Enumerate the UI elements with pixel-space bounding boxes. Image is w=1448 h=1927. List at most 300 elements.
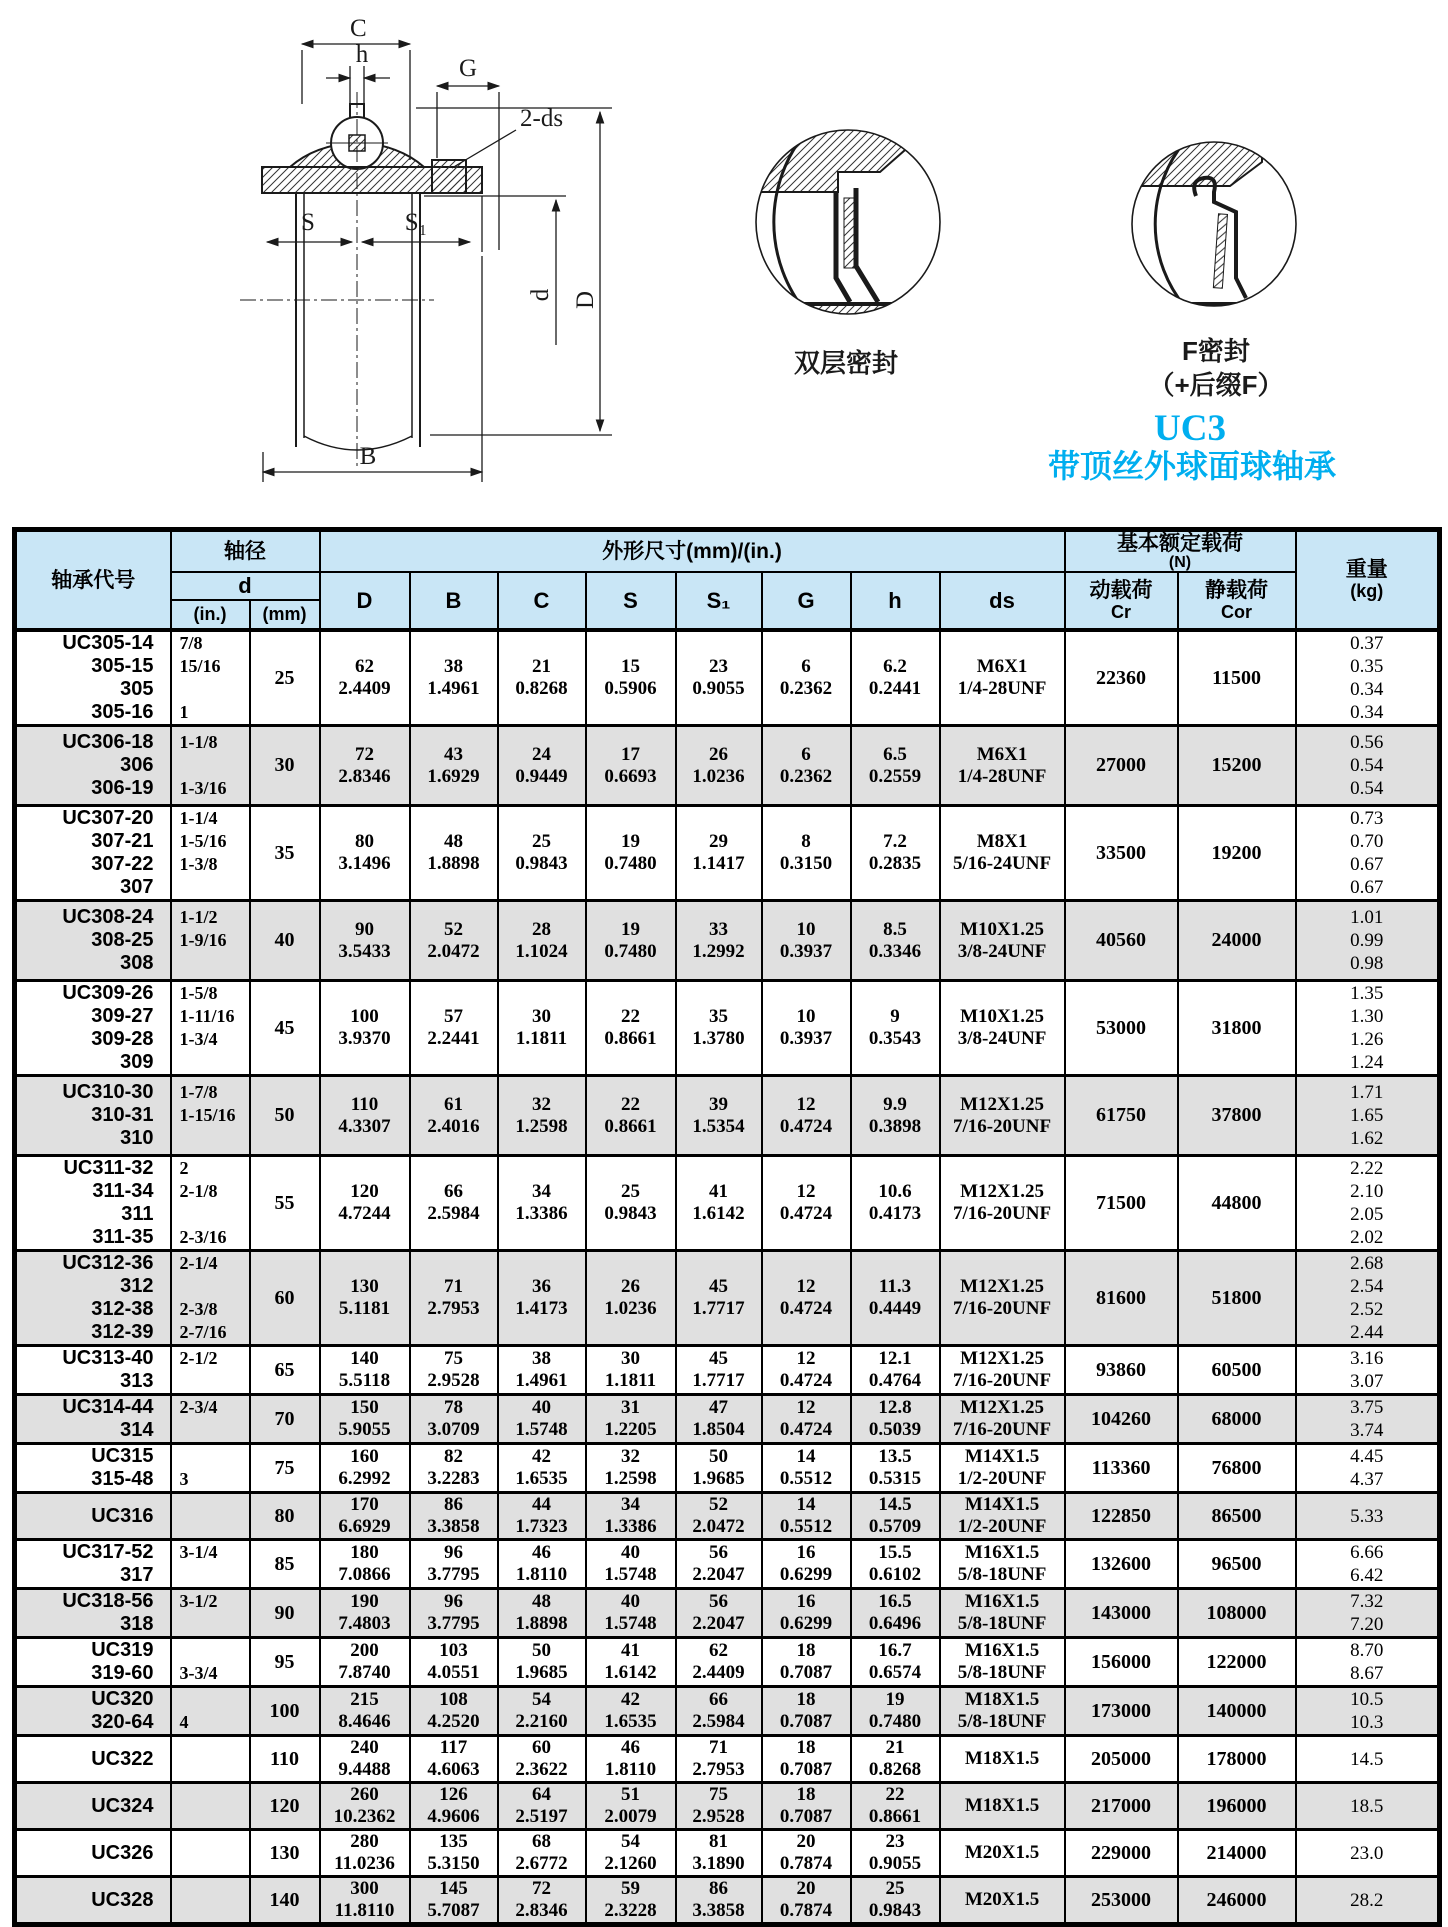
dynamic-load-cell bbox=[1065, 1830, 1178, 1877]
shaft-mm: 80 bbox=[274, 1504, 295, 1527]
weight-cell bbox=[1296, 1830, 1440, 1877]
dim-ds-value: 1/4-28UNF bbox=[957, 678, 1047, 699]
shaft-inch: 2-3/16 bbox=[179, 1227, 227, 1247]
static-load-value: 15200 bbox=[1211, 754, 1262, 776]
dynamic-load-cell bbox=[1065, 1783, 1178, 1830]
dim-G-value: 0.4724 bbox=[779, 1115, 833, 1137]
dim-B-value: 2.4016 bbox=[427, 1115, 480, 1137]
table-row bbox=[15, 1877, 1440, 1925]
dim-S-value: 51 bbox=[621, 1784, 640, 1805]
dim-ds-value: M20X1.5 bbox=[964, 1889, 1040, 1910]
dim-B-value: 103 bbox=[439, 1640, 468, 1661]
dim-ds-cell bbox=[940, 1877, 1065, 1925]
dim-G-value: 0.4724 bbox=[779, 1370, 833, 1391]
bearing-code: 309-27 bbox=[91, 1005, 154, 1027]
weight-value: 2.22 bbox=[1350, 1158, 1384, 1179]
shaft-inch bbox=[172, 1275, 249, 1298]
header-dim-B: B bbox=[410, 572, 498, 630]
set-screw bbox=[432, 160, 466, 193]
dim-G-value: 0.2362 bbox=[779, 678, 833, 699]
bearing-code: UC317-52 bbox=[62, 1541, 154, 1563]
dim-h-value: 0.4764 bbox=[868, 1370, 922, 1391]
dim-S1-cell bbox=[676, 1638, 762, 1687]
weight-value: 2.10 bbox=[1350, 1181, 1384, 1202]
dim-B-value: 43 bbox=[444, 743, 463, 765]
bearing-code: 308 bbox=[120, 952, 154, 974]
bearing-code-cell bbox=[15, 726, 171, 806]
dim-ds-value: 7/16-20UNF bbox=[952, 1370, 1052, 1391]
shaft-inch bbox=[172, 1051, 249, 1074]
dim-C-cell bbox=[498, 1877, 586, 1925]
shaft-inch: 1-3/8 bbox=[179, 854, 218, 874]
shaft-inch-cell bbox=[171, 901, 250, 981]
dim-G-value: 0.6299 bbox=[779, 1613, 833, 1634]
dim-S1-cell bbox=[676, 1783, 762, 1830]
dim-ds-value: M14X1.5 bbox=[964, 1494, 1040, 1515]
dim-D-value: 11.8110 bbox=[334, 1900, 395, 1921]
dim-C-value: 0.9843 bbox=[515, 853, 568, 874]
dynamic-load-value: 205000 bbox=[1091, 1747, 1152, 1770]
dim-C-value: 1.8110 bbox=[515, 1564, 568, 1585]
dim-h-cell bbox=[851, 1251, 940, 1346]
static-load-cell bbox=[1178, 1444, 1296, 1493]
shaft-inch bbox=[172, 1613, 249, 1636]
dim-S1-cell bbox=[676, 806, 762, 901]
dim-D-value: 200 bbox=[350, 1640, 379, 1661]
dim-ds-cell bbox=[940, 1346, 1065, 1395]
weight-cell bbox=[1296, 1638, 1440, 1687]
table-body bbox=[15, 630, 1440, 1925]
dynamic-load-cell bbox=[1065, 806, 1178, 901]
shaft-inch: 2-7/16 bbox=[179, 1322, 227, 1342]
header-dim-ds: ds bbox=[940, 572, 1065, 630]
bearing-code: 305-16 bbox=[91, 701, 154, 723]
header-shaft-diameter: 轴径 bbox=[171, 530, 320, 573]
dim-G-value: 14 bbox=[796, 1446, 816, 1467]
shaft-inch-cell bbox=[171, 981, 250, 1076]
table-row bbox=[15, 1076, 1440, 1156]
bearing-code-cell bbox=[15, 1589, 171, 1638]
dim-D-value: 160 bbox=[350, 1446, 379, 1467]
bearing-code: 305-15 bbox=[91, 655, 154, 677]
dim-B-value: 86 bbox=[444, 1494, 463, 1515]
static-load-cell bbox=[1178, 1783, 1296, 1830]
shaft-mm-cell bbox=[250, 1346, 320, 1395]
dim-C-value: 68 bbox=[532, 1831, 551, 1852]
weight-value: 0.34 bbox=[1350, 679, 1384, 700]
dim-D-cell bbox=[320, 981, 410, 1076]
dim-ds-cell bbox=[940, 1493, 1065, 1540]
weight-cell bbox=[1296, 1493, 1440, 1540]
weight-value: 1.65 bbox=[1350, 1105, 1384, 1126]
dim-h-cell bbox=[851, 1638, 940, 1687]
dim-D-value: 180 bbox=[350, 1542, 379, 1563]
dim-D-cell bbox=[320, 1687, 410, 1736]
dim-B-value: 66 bbox=[444, 1181, 463, 1202]
static-load-value: 122000 bbox=[1206, 1650, 1267, 1673]
header-dynamic-load bbox=[1065, 572, 1178, 630]
dim-label-2ds: 2-ds bbox=[520, 105, 564, 132]
dim-B-value: 1.6929 bbox=[427, 765, 480, 787]
bearing-code-cell bbox=[15, 630, 171, 726]
dim-D-cell bbox=[320, 1076, 410, 1156]
dim-G-value: 8 bbox=[801, 831, 811, 852]
dim-B-cell bbox=[410, 1346, 498, 1395]
shaft-mm: 120 bbox=[269, 1794, 300, 1817]
dynamic-load-cell bbox=[1065, 1346, 1178, 1395]
dynamic-load-cell bbox=[1065, 1493, 1178, 1540]
dim-S-cell bbox=[586, 1687, 676, 1736]
dim-h-value: 8.5 bbox=[883, 918, 907, 940]
dim-S1-value: 26 bbox=[709, 743, 728, 765]
dim-B-value: 61 bbox=[444, 1093, 463, 1115]
dim-D-value: 3.5433 bbox=[338, 940, 391, 962]
dim-ds-cell bbox=[940, 1444, 1065, 1493]
dim-D-value: 80 bbox=[355, 831, 374, 852]
dim-B-value: 2.2441 bbox=[427, 1028, 480, 1049]
weight-cell bbox=[1296, 1540, 1440, 1589]
dim-C-cell bbox=[498, 901, 586, 981]
weight-cell bbox=[1296, 1589, 1440, 1638]
weight-cell bbox=[1296, 1877, 1440, 1925]
shaft-inch: 2 bbox=[179, 1158, 189, 1178]
dim-ds-value: 5/16-24UNF bbox=[952, 853, 1052, 874]
shaft-inch bbox=[172, 1748, 249, 1771]
dim-S-cell bbox=[586, 981, 676, 1076]
bearing-code: 309-28 bbox=[91, 1028, 154, 1050]
dim-ds-value: M12X1.25 bbox=[960, 1181, 1044, 1202]
dim-C-cell bbox=[498, 1346, 586, 1395]
weight-value: 10.3 bbox=[1350, 1712, 1384, 1733]
dim-h-value: 19 bbox=[885, 1689, 905, 1710]
dim-C-cell bbox=[498, 1540, 586, 1589]
dim-ds-value: M12X1.25 bbox=[960, 1397, 1044, 1418]
dim-G-value: 16 bbox=[796, 1591, 816, 1612]
dynamic-load-cell bbox=[1065, 1444, 1178, 1493]
shaft-inch: 2-3/4 bbox=[179, 1397, 218, 1417]
weight-value: 3.74 bbox=[1350, 1420, 1384, 1441]
bearing-code: 315-48 bbox=[91, 1468, 154, 1490]
dim-label-C: C bbox=[350, 15, 367, 42]
dim-h-cell bbox=[851, 981, 940, 1076]
dim-B-value: 5.7087 bbox=[427, 1900, 480, 1921]
dim-S1-cell bbox=[676, 630, 762, 726]
dim-D-cell bbox=[320, 1736, 410, 1783]
dim-S-cell bbox=[586, 726, 676, 806]
weight-cell bbox=[1296, 1346, 1440, 1395]
shaft-mm: 60 bbox=[274, 1286, 295, 1309]
weight-cell bbox=[1296, 1156, 1440, 1251]
dim-S1-cell bbox=[676, 1444, 762, 1493]
static-load-value: 86500 bbox=[1211, 1504, 1262, 1527]
dim-D-value: 9.4488 bbox=[338, 1759, 391, 1780]
dim-B-cell bbox=[410, 1638, 498, 1687]
dim-B-value: 2.7953 bbox=[427, 1298, 480, 1319]
dim-D-value: 4.3307 bbox=[338, 1115, 391, 1137]
weight-value: 0.35 bbox=[1350, 656, 1384, 677]
dim-B-value: 71 bbox=[444, 1276, 463, 1297]
dim-S1-value: 75 bbox=[709, 1784, 728, 1805]
dim-ds-cell bbox=[940, 630, 1065, 726]
shaft-inch-cell bbox=[171, 806, 250, 901]
shaft-inch-cell bbox=[171, 1076, 250, 1156]
dim-S-value: 0.6693 bbox=[604, 765, 657, 787]
dim-D-cell bbox=[320, 1251, 410, 1346]
dim-ds-cell bbox=[940, 901, 1065, 981]
shaft-mm: 65 bbox=[274, 1358, 295, 1381]
shaft-mm-cell bbox=[250, 726, 320, 806]
dim-C-value: 64 bbox=[532, 1784, 551, 1805]
dim-ds-cell bbox=[940, 1589, 1065, 1638]
dim-ds-value: M10X1.25 bbox=[960, 1006, 1044, 1027]
dim-G-cell bbox=[762, 1251, 851, 1346]
header-dim-C: C bbox=[498, 572, 586, 630]
dim-G-cell bbox=[762, 1395, 851, 1444]
detail2-label-line1: F密封 bbox=[1182, 336, 1250, 366]
bearing-code: UC324 bbox=[91, 1794, 154, 1817]
dim-label-D: D bbox=[572, 290, 599, 310]
bearing-code: 312-39 bbox=[91, 1321, 154, 1343]
dim-S1-value: 1.7717 bbox=[692, 1370, 745, 1391]
dim-h-value: 0.8661 bbox=[868, 1806, 922, 1827]
dim-h-value: 0.2559 bbox=[868, 765, 922, 787]
shaft-mm-cell bbox=[250, 1589, 320, 1638]
bearing-code: 308-25 bbox=[91, 929, 154, 951]
dim-S1-value: 81 bbox=[709, 1831, 728, 1852]
dim-G-value: 0.6299 bbox=[779, 1564, 833, 1585]
dim-G-cell bbox=[762, 1589, 851, 1638]
shaft-inch: 3-1/4 bbox=[179, 1542, 218, 1562]
dim-ds-value: M18X1.5 bbox=[964, 1748, 1040, 1769]
dim-ds-value: M18X1.5 bbox=[964, 1689, 1040, 1710]
dim-h-value: 0.3898 bbox=[868, 1115, 922, 1137]
bearing-code-cell bbox=[15, 901, 171, 981]
weight-value: 7.32 bbox=[1350, 1591, 1384, 1612]
header-dim-S1: S₁ bbox=[676, 572, 762, 630]
shaft-mm-cell bbox=[250, 1830, 320, 1877]
shaft-inch-cell bbox=[171, 1540, 250, 1589]
bearing-code-cell bbox=[15, 1877, 171, 1925]
dim-C-cell bbox=[498, 981, 586, 1076]
dim-B-cell bbox=[410, 1395, 498, 1444]
dim-B-value: 5.3150 bbox=[427, 1853, 480, 1874]
header-rated-load-title: 基本额定载荷 bbox=[1117, 532, 1244, 555]
dim-S1-cell bbox=[676, 1540, 762, 1589]
dim-D-value: 150 bbox=[350, 1397, 379, 1418]
bearing-code-cell bbox=[15, 1346, 171, 1395]
dim-S1-value: 2.2047 bbox=[692, 1613, 745, 1634]
dim-S1-value: 3.3858 bbox=[692, 1900, 745, 1921]
weight-value: 8.70 bbox=[1350, 1640, 1384, 1661]
dim-h-value: 10.6 bbox=[878, 1181, 912, 1202]
dim-S1-value: 2.9528 bbox=[692, 1806, 745, 1827]
dim-h-value: 12.1 bbox=[878, 1348, 912, 1369]
header-rated-load-unit: (N) bbox=[1168, 554, 1192, 571]
dim-S1-cell bbox=[676, 1251, 762, 1346]
bearing-spec-table bbox=[12, 527, 1442, 1927]
dim-S-value: 15 bbox=[621, 656, 640, 677]
shaft-mm: 85 bbox=[274, 1552, 295, 1575]
dim-S1-value: 52 bbox=[709, 1494, 728, 1515]
dynamic-load-value: 113360 bbox=[1091, 1456, 1151, 1479]
static-load-cell bbox=[1178, 981, 1296, 1076]
dim-S1-value: 29 bbox=[709, 831, 728, 852]
static-load-cell bbox=[1178, 901, 1296, 981]
dim-G-value: 12 bbox=[796, 1181, 816, 1202]
dim-C-value: 28 bbox=[532, 918, 551, 940]
dim-B-value: 117 bbox=[439, 1737, 468, 1758]
dynamic-load-value: 173000 bbox=[1091, 1699, 1152, 1722]
shaft-inch bbox=[172, 1419, 249, 1442]
dim-C-value: 1.9685 bbox=[515, 1662, 568, 1683]
weight-cell bbox=[1296, 1783, 1440, 1830]
dim-h-value: 0.6574 bbox=[868, 1662, 922, 1683]
weight-cell bbox=[1296, 1444, 1440, 1493]
dim-S-cell bbox=[586, 1736, 676, 1783]
dim-G-value: 0.5512 bbox=[779, 1516, 833, 1537]
dim-G-value: 14 bbox=[796, 1494, 816, 1515]
shaft-mm-cell bbox=[250, 1156, 320, 1251]
table-row bbox=[15, 1589, 1440, 1638]
static-load-cell bbox=[1178, 630, 1296, 726]
dim-G-value: 0.7874 bbox=[779, 1900, 833, 1921]
dynamic-load-value: 53000 bbox=[1096, 1016, 1147, 1039]
dim-B-value: 2.0472 bbox=[427, 940, 480, 962]
dim-C-value: 25 bbox=[532, 831, 551, 852]
dynamic-load-value: 81600 bbox=[1096, 1286, 1147, 1309]
weight-value: 7.20 bbox=[1350, 1614, 1384, 1635]
dynamic-load-value: 104260 bbox=[1091, 1407, 1152, 1430]
dim-D-cell bbox=[320, 630, 410, 726]
dim-G-value: 6 bbox=[801, 656, 811, 677]
dim-S-cell bbox=[586, 1830, 676, 1877]
static-load-value: 60500 bbox=[1211, 1358, 1262, 1381]
dim-S-value: 26 bbox=[621, 1276, 640, 1297]
dim-G-value: 0.3150 bbox=[779, 853, 833, 874]
dim-S1-value: 1.9685 bbox=[692, 1468, 745, 1489]
dim-S-value: 1.0236 bbox=[604, 1298, 657, 1319]
static-load-value: 31800 bbox=[1211, 1016, 1262, 1039]
dim-S-value: 1.2598 bbox=[604, 1468, 657, 1489]
dim-C-value: 46 bbox=[532, 1542, 551, 1563]
dim-D-cell bbox=[320, 1346, 410, 1395]
dim-D-cell bbox=[320, 1589, 410, 1638]
dim-S-cell bbox=[586, 630, 676, 726]
dim-S-cell bbox=[586, 1251, 676, 1346]
dim-h-value: 0.3346 bbox=[868, 940, 922, 962]
static-load-value: 196000 bbox=[1206, 1794, 1267, 1817]
dim-ds-cell bbox=[940, 1395, 1065, 1444]
dim-C-value: 0.9449 bbox=[515, 765, 568, 787]
header-d: d bbox=[171, 572, 320, 600]
detail-view-double-seal bbox=[756, 128, 952, 378]
dim-S-value: 41 bbox=[621, 1640, 640, 1661]
bearing-code: UC312-36 bbox=[62, 1252, 154, 1274]
dim-C-cell bbox=[498, 1251, 586, 1346]
dim-D-value: 10.2362 bbox=[333, 1806, 396, 1827]
static-load-cell bbox=[1178, 1251, 1296, 1346]
shaft-mm: 35 bbox=[274, 841, 295, 864]
table-row bbox=[15, 1493, 1440, 1540]
dim-S-value: 22 bbox=[621, 1093, 640, 1115]
dim-G-cell bbox=[762, 901, 851, 981]
dim-S-value: 40 bbox=[621, 1591, 640, 1612]
bearing-code: 307-21 bbox=[91, 830, 154, 852]
weight-value: 2.68 bbox=[1350, 1253, 1384, 1274]
dynamic-load-cell bbox=[1065, 901, 1178, 981]
dim-G-cell bbox=[762, 1877, 851, 1925]
weight-cell bbox=[1296, 1251, 1440, 1346]
dim-G-cell bbox=[762, 1493, 851, 1540]
dim-C-value: 72 bbox=[532, 1878, 551, 1899]
table-row bbox=[15, 1638, 1440, 1687]
static-load-value: 108000 bbox=[1206, 1601, 1267, 1624]
bearing-code: UC315 bbox=[91, 1445, 154, 1467]
shaft-inch bbox=[172, 754, 249, 777]
bearing-code: 318 bbox=[120, 1613, 154, 1635]
dim-ds-cell bbox=[940, 726, 1065, 806]
dim-h-cell bbox=[851, 1156, 940, 1251]
static-load-cell bbox=[1178, 1493, 1296, 1540]
dim-B-cell bbox=[410, 1877, 498, 1925]
dim-S1-value: 45 bbox=[709, 1276, 728, 1297]
shaft-inch bbox=[172, 1203, 249, 1226]
shaft-mm: 30 bbox=[274, 754, 295, 776]
weight-value: 0.98 bbox=[1350, 953, 1384, 974]
header-dynamic-load-cn: 动载荷 bbox=[1089, 578, 1153, 602]
dim-B-cell bbox=[410, 1444, 498, 1493]
dim-D-value: 260 bbox=[350, 1784, 379, 1805]
static-load-cell bbox=[1178, 726, 1296, 806]
dim-h-cell bbox=[851, 1444, 940, 1493]
dim-S-value: 0.7480 bbox=[604, 853, 657, 874]
dim-D-value: 100 bbox=[350, 1006, 379, 1027]
dim-C-value: 1.5748 bbox=[515, 1419, 568, 1440]
shaft-inch-cell bbox=[171, 1444, 250, 1493]
bearing-code: 306-19 bbox=[91, 777, 154, 799]
dim-h-cell bbox=[851, 1346, 940, 1395]
dim-h-value: 0.7480 bbox=[868, 1711, 922, 1732]
dynamic-load-value: 122850 bbox=[1091, 1504, 1152, 1527]
shaft-inch: 1-1/8 bbox=[179, 732, 218, 752]
dim-S-cell bbox=[586, 1156, 676, 1251]
static-load-cell bbox=[1178, 1877, 1296, 1925]
dim-h-value: 15.5 bbox=[878, 1542, 912, 1563]
dim-D-cell bbox=[320, 1638, 410, 1687]
weight-value: 0.70 bbox=[1350, 831, 1384, 852]
dim-B-value: 4.2520 bbox=[427, 1711, 480, 1732]
header-weight-unit: (kg) bbox=[1350, 581, 1384, 601]
static-load-value: 246000 bbox=[1206, 1888, 1267, 1911]
dim-G-cell bbox=[762, 1444, 851, 1493]
dim-C-cell bbox=[498, 1736, 586, 1783]
dim-B-value: 82 bbox=[444, 1446, 463, 1467]
dim-S1-value: 1.3780 bbox=[692, 1028, 745, 1049]
bearing-code: UC328 bbox=[91, 1888, 154, 1911]
header-weight-title: 重量 bbox=[1345, 558, 1388, 581]
dim-G-value: 10 bbox=[796, 1006, 816, 1027]
dim-G-cell bbox=[762, 1736, 851, 1783]
bearing-code: UC322 bbox=[91, 1747, 154, 1770]
bearing-code: 307 bbox=[120, 876, 154, 898]
dim-S1-value: 62 bbox=[709, 1640, 728, 1661]
dynamic-load-cell bbox=[1065, 1540, 1178, 1589]
dim-S-cell bbox=[586, 1783, 676, 1830]
static-load-value: 11500 bbox=[1212, 666, 1261, 689]
shaft-inch bbox=[172, 1505, 249, 1528]
dim-S1-cell bbox=[676, 901, 762, 981]
dim-ds-cell bbox=[940, 1076, 1065, 1156]
